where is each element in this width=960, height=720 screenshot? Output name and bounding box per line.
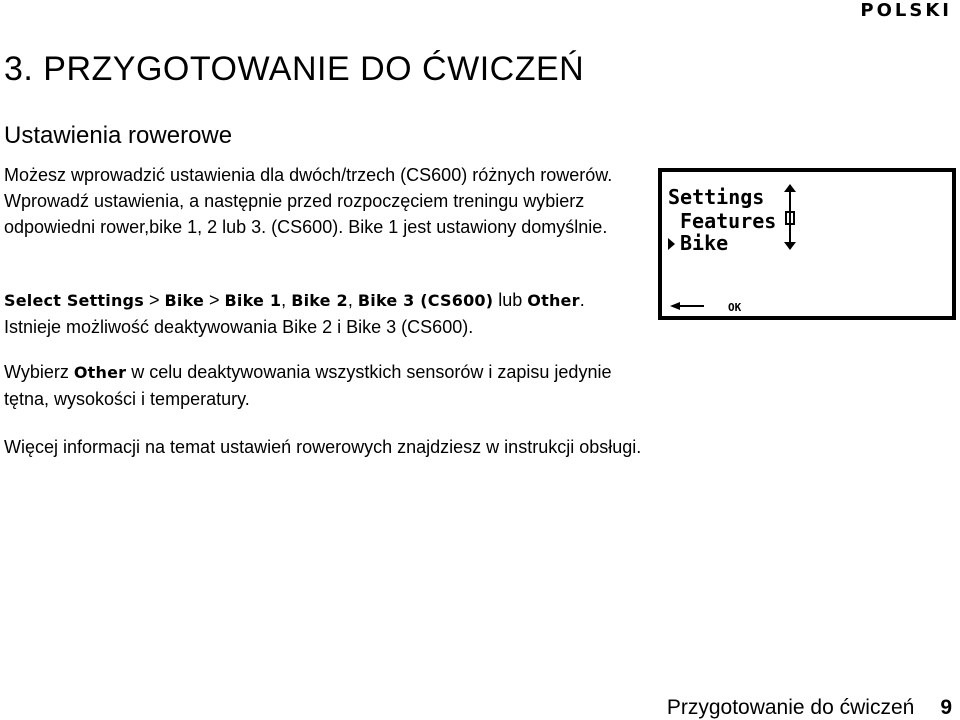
intro-paragraph: Możesz wprowadzić ustawienia dla dwóch/trzech (CS600) różnych rowerów. Wprowadź ustawienia, a następnie przed rozpoczęciem treningu wybierz odpowiedni rower,bike 1, 2 lub 3. (CS600). Bike 1 jest ustawiony domyślnie. <box>4 165 613 237</box>
menu-path-select: Select Settings <box>4 291 144 310</box>
display-line-bike: Bike <box>680 231 729 255</box>
page-title: 3. PRZYGOTOWANIE DO ĆWICZEŃ <box>4 50 585 88</box>
menu-path-separator: > <box>204 290 225 310</box>
menu-path-comma: , <box>347 290 358 310</box>
display-line-settings: Settings <box>668 185 765 209</box>
page-number: 9 <box>940 696 952 719</box>
menu-path-bike-1: Bike 1 <box>224 291 282 310</box>
other-paragraph <box>4 359 644 412</box>
menu-path-bike-2: Bike 2 <box>291 291 348 310</box>
scroll-bar-icon <box>784 184 796 250</box>
menu-path-paragraph <box>4 287 644 340</box>
menu-path-separator: > <box>143 290 165 310</box>
back-arrow-icon <box>670 302 704 310</box>
menu-path-comma: , <box>281 290 292 310</box>
other-prefix: Wybierz <box>4 362 74 382</box>
device-display-illustration <box>658 168 956 320</box>
deactivate-note: Istnieje możliwość deaktywowania Bike 2 i Bike 3 (CS600). <box>4 317 474 337</box>
language-label: POLSKI <box>860 0 952 21</box>
selection-arrow-icon <box>668 238 675 250</box>
menu-path-other: Other <box>527 291 580 310</box>
menu-path-bike-3: Bike 3 (CS600) <box>357 291 494 310</box>
footer <box>667 696 952 720</box>
footer-chapter: Przygotowanie do ćwiczeń <box>666 696 915 719</box>
section-title: Ustawienia rowerowe <box>4 122 233 149</box>
more-info-paragraph: Więcej informacji na temat ustawień rowerowych znajdziesz w instrukcji obsługi. <box>4 437 642 457</box>
display-ok-label: OK <box>728 301 742 314</box>
menu-path-bike: Bike <box>164 291 204 310</box>
display-line-features: Features <box>680 209 777 233</box>
menu-path-or: lub <box>493 290 528 310</box>
other-option: Other <box>73 363 127 382</box>
other-suffix: w celu deaktywowania wszystkich sensorów i zapisu jedynie tętna, wysokości i temperatury. <box>4 362 612 409</box>
menu-path-period: . <box>579 290 585 310</box>
